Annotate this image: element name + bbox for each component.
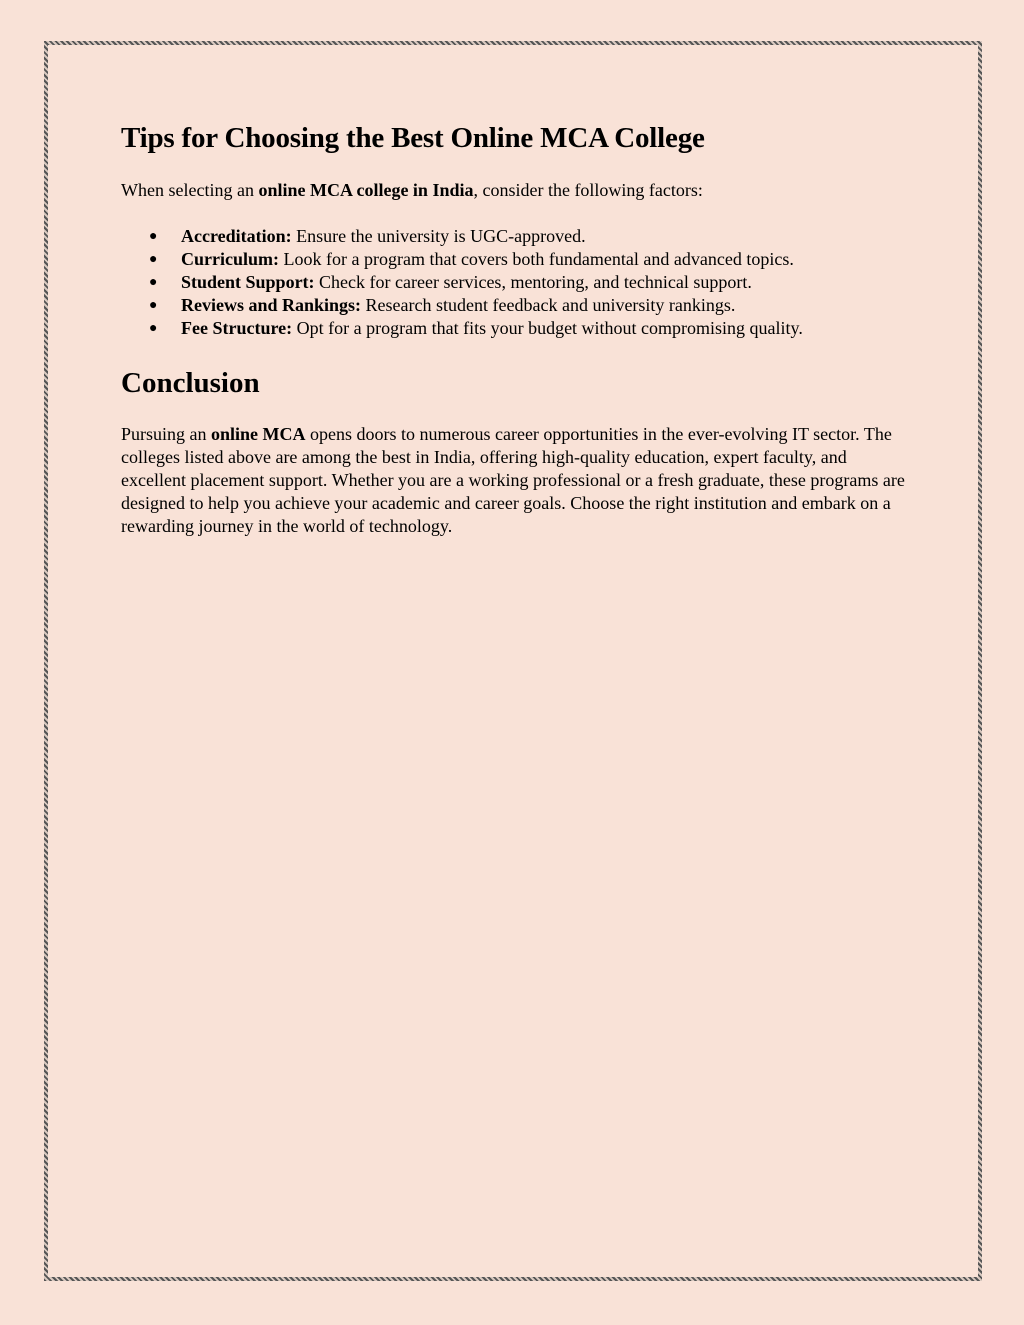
factor-text: Research student feedback and university rankings. — [361, 295, 736, 315]
list-item — [149, 271, 911, 294]
intro-text-start: When selecting an — [121, 180, 259, 200]
factor-text: Check for career services, mentoring, and technical support. — [314, 272, 752, 292]
list-item — [149, 248, 911, 271]
conclusion-bold-phrase: online MCA — [211, 424, 306, 444]
bullet-icon: ● — [149, 252, 158, 267]
conclusion-text-end: opens doors to numerous career opportunities in the ever-evolving IT sector. The colleges listed above are among the best in India, offering high-quality education, expert faculty, and excellent placement support. Whether you are a working professional or a fresh graduate, these programs are designed to help you achieve your academic and career goals. Choose the right institution and embark on a rewarding journey in the world of technology. — [121, 424, 905, 536]
bullet-icon: ● — [149, 298, 158, 313]
intro-paragraph — [121, 179, 911, 202]
factor-label: Reviews and Rankings: — [181, 295, 362, 315]
factor-label: Fee Structure: — [181, 318, 293, 338]
factor-label: Curriculum: — [181, 249, 279, 269]
factor-text: Opt for a program that fits your budget without compromising quality. — [292, 318, 803, 338]
bullet-icon: ● — [149, 321, 158, 336]
intro-text-end: , consider the following factors: — [473, 180, 703, 200]
document-body — [121, 118, 911, 538]
intro-bold-phrase: online MCA college in India — [258, 180, 474, 200]
factor-label: Student Support: — [181, 272, 315, 292]
conclusion-heading: Conclusion — [121, 367, 260, 399]
factor-text: Look for a program that covers both fundamental and advanced topics. — [279, 249, 794, 269]
page-title: Tips for Choosing the Best Online MCA College — [121, 122, 705, 154]
factors-list — [121, 225, 911, 340]
factor-label: Accreditation: — [181, 226, 292, 246]
bullet-icon: ● — [149, 275, 158, 290]
conclusion-text-start: Pursuing an — [121, 424, 211, 444]
conclusion-paragraph — [121, 423, 911, 538]
list-item — [149, 317, 911, 340]
list-item — [149, 225, 911, 248]
list-item — [149, 294, 911, 317]
bullet-icon: ● — [149, 229, 158, 244]
factor-text: Ensure the university is UGC-approved. — [291, 226, 586, 246]
